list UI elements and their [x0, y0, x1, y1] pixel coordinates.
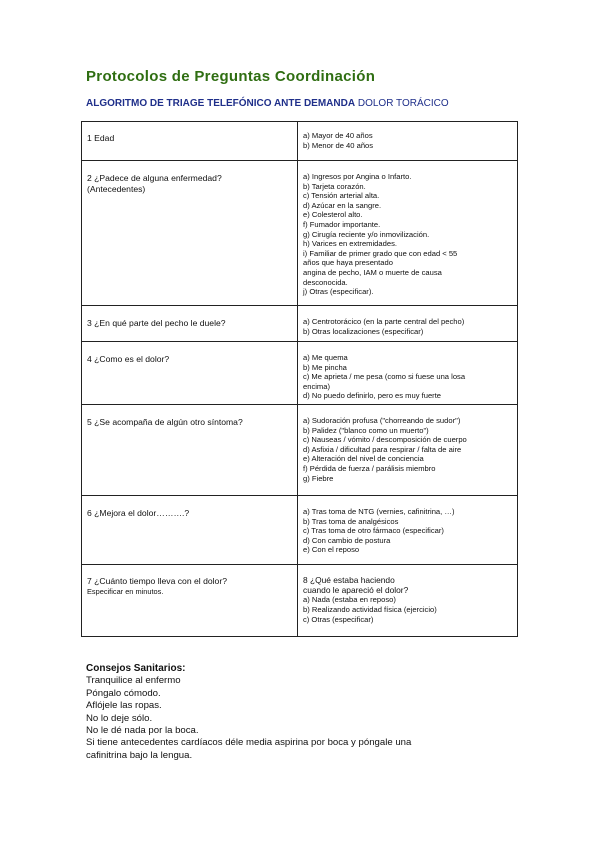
question-text-secondary: 8 ¿Qué estaba haciendo: [303, 575, 395, 585]
question-text-secondary: cuando le apareció el dolor?: [303, 585, 409, 596]
option: a) Me quema: [303, 353, 348, 362]
table-row: [82, 405, 518, 496]
option: c) Tras toma de otro fármaco (especificar): [303, 526, 444, 536]
option: d) Asfixia / dificultad para respirar / falta de aire: [303, 444, 462, 454]
question-cell: [82, 342, 298, 405]
question-text: 6 ¿Mejora el dolor……….?: [87, 508, 190, 518]
option: e) Con el reposo: [303, 545, 360, 555]
option: i) Familiar de primer grado que con edad < 55: [303, 248, 458, 258]
advice-line: No lo deje sólo.: [86, 712, 153, 724]
advice-heading: Consejos Sanitarios:: [86, 663, 186, 674]
option: b) Tarjeta corazón.: [303, 181, 366, 191]
option: f) Fumador importante.: [303, 219, 381, 229]
page-title: Protocolos de Preguntas Coordinación: [86, 68, 376, 85]
advice-line: Póngalo cómodo.: [86, 687, 161, 699]
option: años que haya presentado: [303, 258, 393, 268]
question-text: 3 ¿En qué parte del pecho le duele?: [87, 318, 226, 328]
options-cell: [298, 122, 518, 161]
subtitle: [86, 98, 449, 109]
options-cell: [298, 405, 518, 496]
option: g) Fiebre: [303, 473, 334, 483]
option: b) Me pincha: [303, 362, 347, 372]
options-cell: [298, 496, 518, 565]
option: e) Colesterol alto.: [303, 210, 363, 220]
option: a) Centrotorácico (en la parte central del pecho): [303, 317, 465, 326]
option: b) Menor de 40 años: [303, 140, 374, 150]
advice-line: Tranquilice al enfermo: [86, 675, 181, 687]
options-cell: [298, 306, 518, 342]
question-cell: [82, 161, 298, 306]
subtitle-bold: ALGORITMO DE TRIAGE TELEFÓNICO ANTE DEMANDA: [86, 98, 356, 109]
option: h) Varices en extremidades.: [303, 239, 397, 249]
option: desconocida.: [303, 277, 348, 287]
option: b) Tras toma de analgésicos: [303, 516, 399, 526]
option: d) No puedo definirlo, pero es muy fuerte: [303, 391, 442, 401]
options-cell: [298, 565, 518, 637]
advice-line: Aflójele las ropas.: [86, 700, 162, 712]
table-row: [82, 161, 518, 306]
table-row: [82, 496, 518, 565]
question-text: 1 Edad: [87, 133, 115, 143]
option: c) Otras (especificar): [303, 614, 374, 624]
question-text: 2 ¿Padece de alguna enfermedad?: [87, 173, 222, 183]
option: b) Palidez ("blanco como un muerto"): [303, 425, 429, 435]
option: encima): [303, 381, 331, 391]
option: j) Otras (especificar).: [303, 287, 374, 297]
protocol-table: [81, 121, 518, 637]
advice-line: Si tiene antecedentes cardíacos déle media aspirina por boca y póngale una: [86, 737, 412, 749]
question-text: 7 ¿Cuánto tiempo lleva con el dolor?: [87, 576, 227, 586]
table-row: [82, 565, 518, 637]
table-row: [82, 342, 518, 405]
question-note: Especificar en minutos.: [87, 586, 164, 596]
question-text: 4 ¿Como es el dolor?: [87, 354, 170, 364]
advice-line: cafinitrina bajo la lengua.: [86, 749, 193, 761]
question-cell: [82, 565, 298, 637]
table-row: [82, 122, 518, 161]
option: c) Nauseas / vómito / descomposición de cuerpo: [303, 435, 467, 445]
option: a) Tras toma de NTG (vernies, cafinitrina, …): [303, 507, 455, 516]
option: a) Sudoración profusa ("chorreando de sudor"): [303, 416, 461, 425]
option: b) Realizando actividad física (ejercicio): [303, 605, 437, 614]
option: a) Mayor de 40 años: [303, 131, 373, 140]
option: c) Me aprieta / me pesa (como si fuese una losa: [303, 372, 466, 382]
question-cell: [82, 405, 298, 496]
option: angina de pecho, IAM o muerte de causa: [303, 267, 442, 277]
health-advice: [86, 663, 411, 762]
option: d) Azúcar en la sangre.: [303, 200, 382, 210]
question-cell: [82, 496, 298, 565]
table-row: [82, 306, 518, 342]
option: a) Nada (estaba en reposo): [303, 595, 396, 605]
question-cell: [82, 122, 298, 161]
option: e) Alteración del nivel de conciencia: [303, 454, 424, 464]
question-cell: [82, 306, 298, 342]
advice-line: No le dé nada por la boca.: [86, 725, 199, 737]
option: b) Otras localizaciones (especificar): [303, 326, 424, 336]
subtitle-normal: DOLOR TORÁCICO: [355, 98, 449, 109]
options-cell: [298, 342, 518, 405]
option: f) Pérdida de fuerza / parálisis miembro: [303, 463, 436, 473]
option: c) Tensión arterial alta.: [303, 191, 380, 201]
question-note: (Antecedentes): [87, 183, 146, 194]
option: g) Cirugía reciente y/o inmovilización.: [303, 229, 430, 239]
option: d) Con cambio de postura: [303, 535, 391, 545]
question-text: 5 ¿Se acompaña de algún otro síntoma?: [87, 417, 243, 427]
option: a) Ingresos por Angina o Infarto.: [303, 172, 412, 181]
options-cell: [298, 161, 518, 306]
